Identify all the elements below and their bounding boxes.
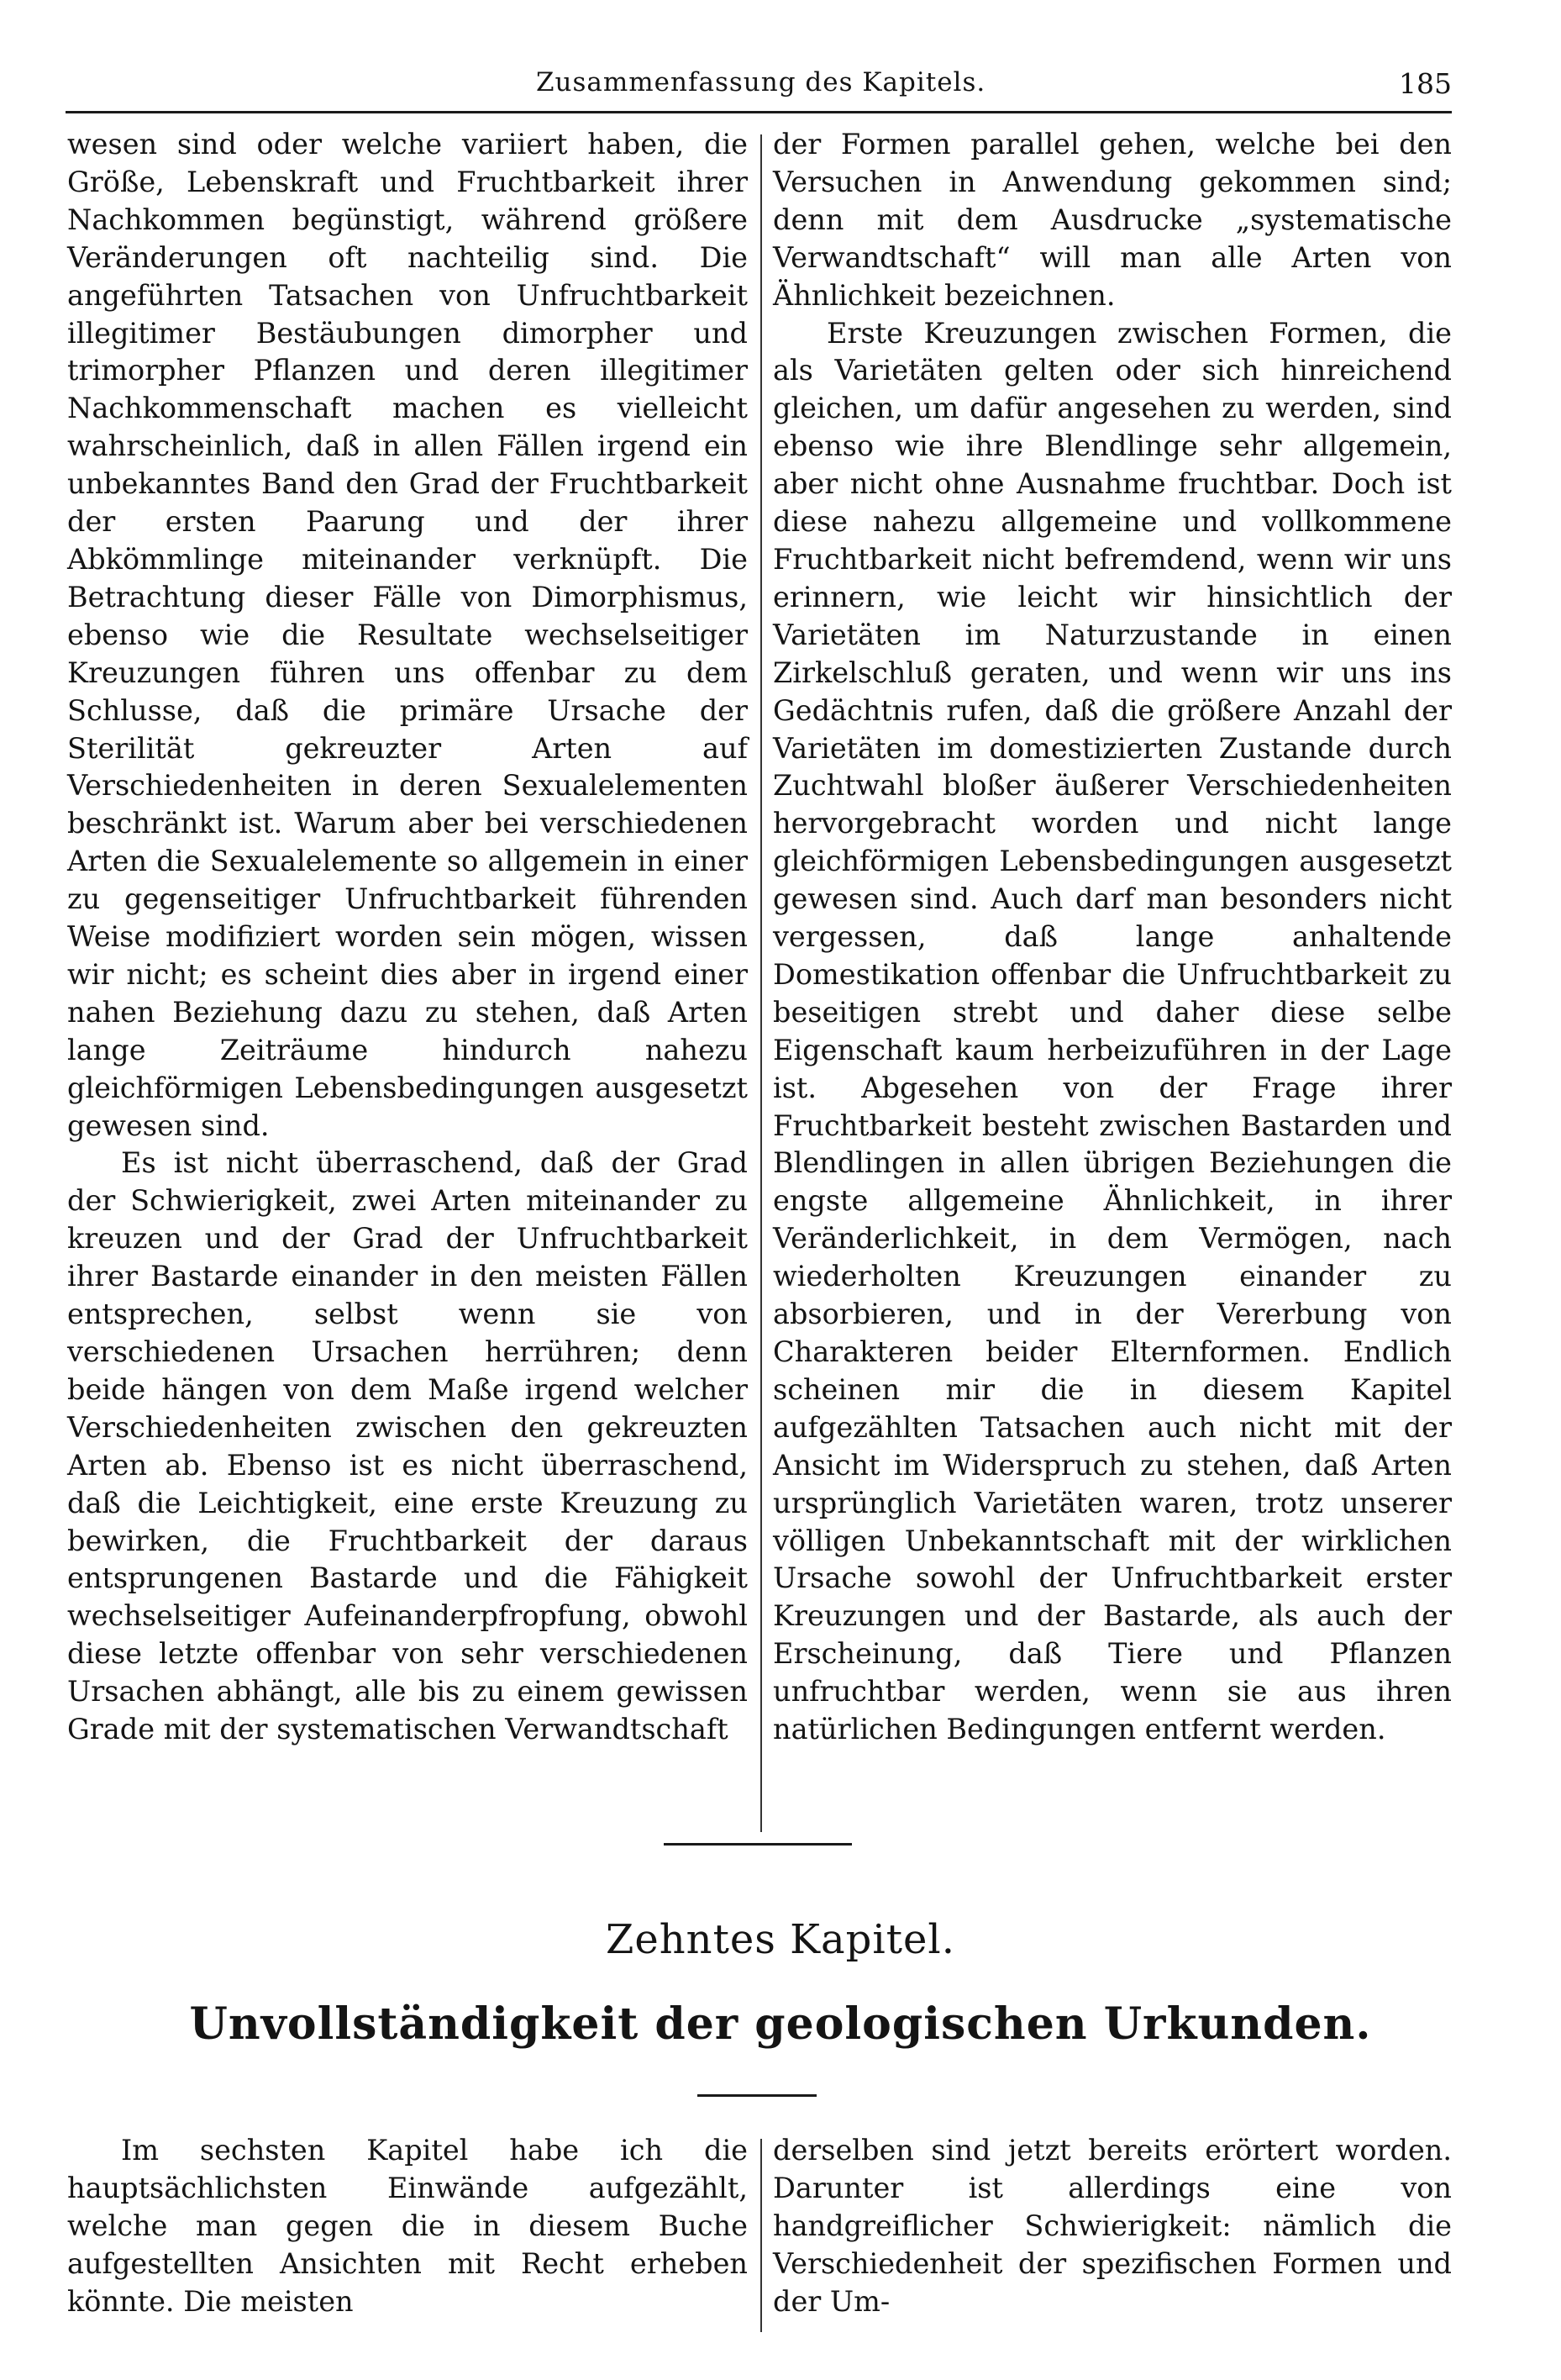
paragraph: Es ist nicht überraschend, daß der Grad der Schwierigkeit, zwei Arten miteinander zu kreuzen und der Grad der Unfruchtbarkeit ihrer Bastarde einander in den meisten Fällen entsprechen, selbst wenn sie von verschiedenen Ursachen herrühren; denn beide hängen von dem Maße irgend welcher Verschiedenheiten zwischen den gekreuzten Arten ab. Ebenso ist es nicht überraschend, daß die Leichtigkeit, eine erste Kreuzung zu bewirken, die Fruchtbarkeit der daraus entsprungenen Bastarde und die Fähigkeit wechselseitiger Aufeinanderpfropfung, obwohl diese letzte offenbar von sehr verschiedenen Ursachen abhängt, alle bis zu einem gewissen Grade mit der systematischen Verwandtschaft <box>67 1146 748 1746</box>
section-separator-rule <box>664 1843 852 1846</box>
chapter-number: Zehntes Kapitel. <box>605 1916 956 1963</box>
column-divider <box>760 134 762 1832</box>
paragraph: Im sechsten Kapitel habe ich die hauptsächlichsten Einwände aufgezählt, welche man gegen die in diesem Buche aufgestellten Ansichten mit Recht erheben könnte. Die meisten <box>67 2134 748 2318</box>
running-title: Zusammenfassung des Kapitels. <box>536 67 986 97</box>
right-column-section-2 <box>773 2132 1452 2321</box>
paragraph: der Formen parallel gehen, welche bei den Versuchen in Anwendung gekommen sind; denn mit dem Ausdrucke „systematische Verwandtschaft“ will man alle Arten von Ähnlichkeit bezeichnen. <box>773 128 1452 312</box>
left-column-section-1 <box>67 126 748 1749</box>
chapter-title-rule <box>697 2094 817 2097</box>
running-header <box>66 67 1452 108</box>
column-divider <box>760 2139 762 2332</box>
paragraph: Erste Kreuzungen zwischen Formen, die als Varietäten gelten oder sich hinreichend gleichen, um dafür angesehen zu werden, sind ebenso wie ihre Blendlinge sehr allgemein, aber nicht ohne Ausnahme fruchtbar. Doch ist diese nahezu allgemeine und vollkommene Fruchtbarkeit nicht befremdend, wenn wir uns erinnern, wie leicht wir hinsichtlich der Varietäten im Naturzustande in einen Zirkelschluß geraten, und wenn wir uns ins Gedächtnis rufen, daß die größere Anzahl der Varietäten im domestizierten Zustande durch Zuchtwahl bloßer äußerer Verschiedenheiten hervorgebracht worden und nicht lange gleichförmigen Lebensbedingungen ausgesetzt gewesen sind. Auch darf man besonders nicht vergessen, daß lange anhaltende Domestikation offenbar die Unfruchtbarkeit zu beseitigen strebt und daher diese selbe Eigenschaft kaum herbeizuführen in der Lage ist. Abgesehen von der Frage ihrer Fruchtbarkeit besteht zwischen Bastarden und Blendlingen in allen übrigen Beziehungen die engste allgemeine Ähnlichkeit, in ihrer Veränderlichkeit, in dem Vermögen, nach wiederholten Kreuzungen einander zu absorbieren, und in der Vererbung von Charakteren beider Elternformen. Endlich scheinen mir die in diesem Kapitel aufgezählten Tatsachen auch nicht mit der Ansicht im Widerspruch zu stehen, daß Arten ursprünglich Varietäten waren, trotz unserer völligen Unbekanntschaft mit der wirklichen Ursache sowohl der Unfruchtbarkeit erster Kreuzungen und der Bastarde, als auch der Erscheinung, daß Tiere und Pflanzen unfruchtbar werden, wenn sie aus ihren natürlichen Bedingungen entfernt werden. <box>773 316 1452 1746</box>
chapter-title: Unvollständigkeit der geologischen Urkunden. <box>189 1998 1372 2050</box>
paragraph: derselben sind jetzt bereits erörtert worden. Darunter ist allerdings eine von handgreiflicher Schwierigkeit: nämlich die Verschiedenheit der spezifischen Formen und der Um- <box>773 2134 1452 2318</box>
page-number: 185 <box>1399 67 1452 100</box>
right-column-section-1 <box>773 126 1452 1749</box>
left-column-section-2 <box>67 2132 748 2321</box>
paragraph: wesen sind oder welche variiert haben, die Größe, Lebenskraft und Fruchtbarkeit ihrer Nachkommen begünstigt, während größere Veränderungen oft nachteilig sind. Die angeführten Tatsachen von Unfruchtbarkeit illegitimer Bestäubungen dimorpher und trimorpher Pflanzen und deren illegitimer Nachkommenschaft machen es vielleicht wahrscheinlich, daß in allen Fällen irgend ein unbekanntes Band den Grad der Fruchtbarkeit der ersten Paarung und der ihrer Abkömmlinge miteinander verknüpft. Die Betrachtung dieser Fälle von Dimorphismus, ebenso wie die Resultate wechselseitiger Kreuzungen führen uns offenbar zu dem Schlusse, daß die primäre Ursache der Sterilität gekreuzter Arten auf Verschiedenheiten in deren Sexualelementen beschränkt ist. Warum aber bei verschiedenen Arten die Sexualelemente so allgemein in einer zu gegenseitiger Unfruchtbarkeit führenden Weise modifiziert worden sein mögen, wissen wir nicht; es scheint dies aber in irgend einer nahen Beziehung dazu zu stehen, daß Arten lange Zeiträume hindurch nahezu gleichförmigen Lebensbedingungen ausgesetzt gewesen sind. <box>67 128 748 1142</box>
header-rule <box>66 111 1452 113</box>
